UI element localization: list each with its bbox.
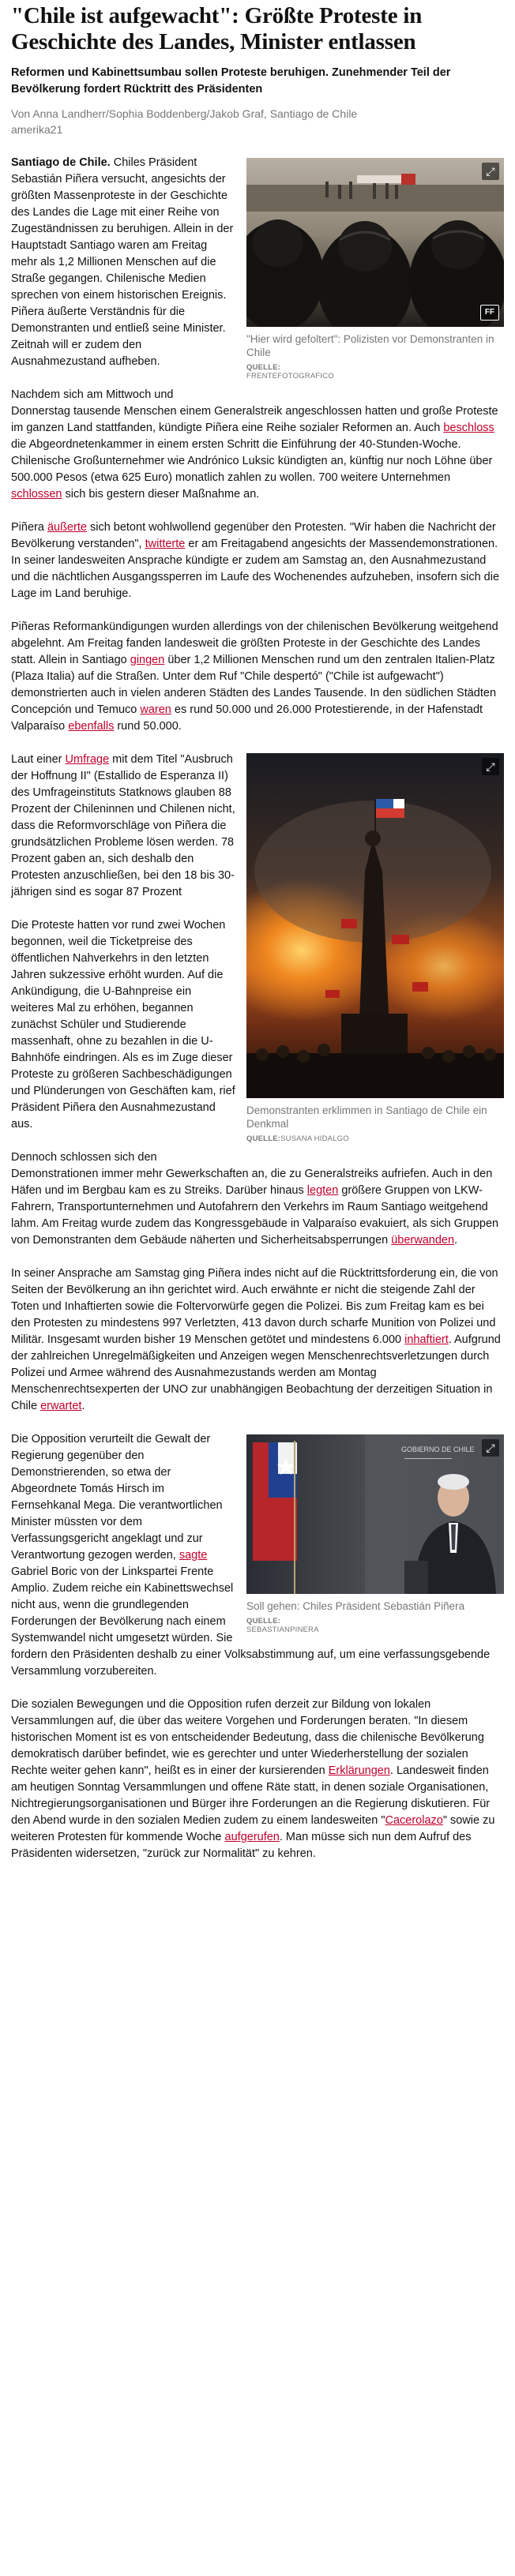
paragraph-text: Chiles Präsident Sebastián Piñera versucht, angesichts der größten Massenproteste in der Geschichte des Landes die Lage mit einer Reihe von Zugeständnissen zu beruhigen. Allein in der Hauptstadt Santiago waren am Freitag mehr als 1,2 Millionen Menschen auf die Straße gegangen. Chilenische Medien sprechen von einem historischen Ereignis. Piñera äußerte Verständnis für die Demonstranten und entließ seine Minister. Zeitnah will er zudem den Ausnahmezustand aufheben.: [11, 156, 234, 368]
paragraph-text: " sowie zu weiteren Protesten für kommende Woche: [11, 1814, 495, 1843]
figure-caption: Demonstranten erklimmen in Santiago de Chile ein Denkmal: [246, 1104, 487, 1130]
article-lead: Reformen und Kabinettsumbau sollen Proteste beruhigen. Zunehmender Teil der Bevölkerung fordert Rücktritt des Präsidenten: [11, 66, 451, 96]
paragraph-text: rund 50.000.: [114, 720, 182, 733]
paragraph-text: . Aufgrund der zahlreichen Unregelmäßigkeiten und Anzeigen wegen Menschenrechtsverletzungen durch Polizei und Armee während des Ausnahmezustands werden am Montag Menschenrechtsexperten der UNO zur unabhängigen Beobachtung der derzeitigen Situation in Chile: [11, 1333, 501, 1412]
figure-police: [246, 158, 504, 381]
byline-authors: Von Anna Landherr/Sophia Boddenberg/Jakob Graf, Santiago de Chile: [11, 107, 358, 120]
paragraph-text: Gabriel Boric von der Linkspartei Frente Amplio. Zudem reiche ein Kabinettswechsel nicht aus, wenn die grundlegenden Forderungen der Bevölkerung nach einem Systemwandel nicht umgesetzt würden. Sie fordern den Präsidenten deshalb zu einer Volksabstimmung auf, um eine verfassungsgebende Versammlung vorzubereiten.: [11, 1565, 491, 1678]
link-gingen[interactable]: gingen: [130, 654, 165, 666]
paragraph-text: .: [454, 1234, 458, 1247]
paragraph-text: über 1,2 Millionen Menschen rund um den zentralen Italien-Platz (Plaza Italia) auf die Straßen. Unter dem Ruf "Chile despertó" ("Chile ist aufgewacht") demonstrierten auch in vielen anderen Städten des Landes Tausende. In den südlichen Städten Concepción und Temuco: [11, 654, 497, 716]
source-label: QUELLE:: [246, 1134, 281, 1143]
paragraph-text: größere Gruppen von LKW-Fahrern, Transportunternehmen und Autofahrern den Verkehrs im Raum Santiago weitgehend lahm. Am Freitag wurde zudem das Kongressgebäude in Valparaíso evakuiert, als sich Gruppen von Demonstranten dem Gebäude näherten und Sicherheitsabsperrungen: [11, 1184, 499, 1247]
paragraph-text: . Landesweit finden am heutigen Sonntag Versammlungen und offene Räte statt, in denen soziale Organisationen, Nichtregierungsorganisationen und Bürger ihre Forderungen an die Regierung diskutieren. Für den Abend wurde in den sozialen Medien zudem zu einem landesweiten ": [11, 1764, 491, 1827]
banner-text: GOBIERNO DE CHILE: [401, 1445, 475, 1453]
paragraph-text: Piñera: [11, 521, 47, 534]
link-sagte[interactable]: sagte: [179, 1549, 208, 1562]
paragraph-text: mit dem Titel "Ausbruch der Hoffnung II" (Estallido de Esperanza II) des Umfrageinstituts Statknows glauben 88 Prozent der Chileninnen und Chilenen nicht, dass die Reformvorschläge von Piñera die grundsätzlichen Probleme lösen werden. 78 Prozent gaben an, sich deshalb den Protesten anzuschließen, bei den 18 bis 30-jährigen sind es sogar 87 Prozent: [11, 753, 235, 898]
source-name: SUSANA HIDALGO: [280, 1134, 349, 1143]
link-ebenfalls[interactable]: ebenfalls: [68, 720, 115, 733]
expand-icon[interactable]: ⤢: [482, 758, 499, 775]
figure-president: [246, 1434, 504, 1634]
paragraph-text: es rund 50.000 und 26.000 Protestierende, in der Hafenstadt Valparaíso: [11, 703, 483, 733]
link-erwartet[interactable]: erwartet: [40, 1400, 82, 1412]
paragraph: [11, 519, 504, 602]
expand-icon[interactable]: ⤢: [482, 163, 499, 180]
figure-source: [246, 1134, 504, 1143]
byline: [11, 106, 504, 137]
figure-source: [246, 1617, 504, 1634]
source-name: SEBASTIANPINERA: [246, 1625, 319, 1634]
paragraph-text: Die Proteste hatten vor rund zwei Wochen begonnen, weil die Ticketpreise des öffentlichen Nahverkehrs in den letzten Jahren sukzessive erhöht wurden. Auf die Ankündigung, die U-Bahnpreise ein weiteres Mal zu erhöhen, begannen zunächst Schüler und Studierende massenhaft, ohne zu bezahlen in die U-Bahnhöfe eindringen. Als es im Zuge dieser Proteste zu größeren Sachbeschädigungen und Plünderungen von Geschäften kam, rief Präsident Piñera den Ausnahmezustand aus.: [11, 919, 235, 1131]
link-umfrage[interactable]: Umfrage: [65, 753, 110, 766]
link-aufgerufen[interactable]: aufgerufen: [224, 1831, 280, 1843]
figure-caption: "Hier wird gefoltert": Polizisten vor Demonstranten in Chile: [246, 333, 494, 358]
paragraph-text: . Man müsse sich nun dem Aufruf des Präsidenten widersetzen, "zurück zur Normalität" zu kehren.: [11, 1831, 472, 1860]
paragraph: [11, 1266, 504, 1415]
paragraph-text: Die Opposition verurteilt die Gewalt der Regierung gegenüber den Demonstrierenden, so etwa der Abgeordnete Tomás Hirsch im Fernsehkanal Mega. Die verantwortlichen Minister müssten vor dem Verfassungsgericht angeklagt und zur Verantwortung gezogen werden,: [11, 1433, 223, 1562]
paragraph: [11, 1149, 504, 1249]
headline: "Chile ist aufgewacht": Größte Proteste in Geschichte des Landes, Minister entlassen: [11, 3, 423, 54]
photo-monument-graphic: [246, 753, 504, 1098]
paragraph-text: Die sozialen Bewegungen und die Opposition rufen derzeit zur Bildung von lokalen Versammlungen auf, die über das weitere Vorgehen und Forderungen beraten. "In diesem historischen Moment ist es von entscheidender Bedeutung, dass die chilenische Bevölkerung demokratisch darüber befindet, wie es gerechter und unter Wiederherstellung der sozialen Rechte weiter gehen kann", heißt es in einer der kursierenden: [11, 1698, 484, 1777]
expand-icon[interactable]: ⤢: [482, 1439, 499, 1457]
paragraph-text: Piñeras Reformankündigungen wurden allerdings von der chilenischen Bevölkerung weitgehend abgelehnt. Am Freitag fanden landesweit die größten Proteste in der Geschichte des Landes statt. Allein in Santiago: [11, 621, 498, 666]
article-body: [11, 155, 504, 1879]
link-ueberwanden[interactable]: überwanden: [391, 1234, 455, 1247]
paragraph-text: sich betont wohlwollend gegenüber den Protesten. "Wir haben die Nachricht der Bevölkerung verstanden",: [11, 521, 496, 550]
link-erklaerungen[interactable]: Erklärungen: [328, 1764, 390, 1777]
paragraph: [11, 1697, 504, 1862]
paragraph: [11, 387, 504, 503]
paragraph-text: Nachdem sich am Mittwoch und Donnerstag tausende Menschen einem Generalstreik angeschlossen hatten und große Proteste im ganzen Land stattfanden, kündigte Piñera eine Reihe sozialer Reformen an. Auch: [11, 388, 498, 434]
paragraph-text: Dennoch schlossen sich den Demonstrationen immer mehr Gewerkschaften an, die zu Generalstreiks aufriefen. Auch in den Häfen und im Bergbau kam es zu Streiks. Darüber hinaus: [11, 1151, 493, 1197]
link-beschloss[interactable]: beschloss: [443, 422, 494, 434]
paragraph-text: .: [81, 1400, 85, 1412]
paragraph-text: die Abgeordnetenkammer in einem ersten Schritt die Einführung der 40-Stunden-Woche. Chilenische Großunternehmer wie Andrónico Luksic kündigten an, künftig nur noch Löhne über 500.000 Pesos (etwa 625 Euro) monatlich zahlen zu wollen. 700 weitere Unternehmen: [11, 438, 493, 484]
link-twitterte[interactable]: twitterte: [145, 538, 186, 550]
paragraph-text: In seiner Ansprache am Samstag ging Piñera indes nicht auf die Rücktrittsforderung ein, die von Seiten der Bevölkerung an ihn gerichtet wird. Auch erwähnte er nicht die steigende Zahl der Toten und Inhaftierten sowie die Foltervorwürfe gegen die Polizei. Bis zum Freitag kam es bei den Protesten zu mindestens 997 Verletzten, 413 davon durch scharfe Munition von Polizei und Militär. Insgesamt wurden bisher 19 Menschen getötet und mindestens 6.000: [11, 1267, 498, 1346]
ff-watermark-badge: FF: [480, 305, 499, 321]
paragraph-text: Laut einer: [11, 753, 66, 766]
source-label: QUELLE:: [246, 363, 281, 372]
figure-monument: [246, 753, 504, 1143]
paragraph-text: er am Freitagabend angesichts der Massendemonstrationen. In seiner landesweiten Ansprache kündigte er zudem am Samstag an, den Ausnahmezustand und die nächtlichen Ausgangssperren im Laufe des Wochenendes aufzuheben, insofern sich die Lage im Land beruhige.: [11, 538, 500, 600]
link-inhaftiert[interactable]: inhaftiert: [404, 1333, 449, 1346]
link-aeusserte[interactable]: äußerte: [47, 521, 87, 534]
photo-monument[interactable]: [246, 753, 504, 1098]
figure-source: [246, 363, 504, 381]
photo-police-graphic: [246, 158, 504, 327]
link-schlossen[interactable]: schlossen: [11, 488, 62, 501]
link-cacerolazo[interactable]: Cacerolazo: [385, 1814, 443, 1827]
photo-police[interactable]: [246, 158, 504, 327]
paragraph: [11, 619, 504, 735]
link-waren[interactable]: waren: [140, 703, 171, 716]
dateline: Santiago de Chile.: [11, 156, 111, 169]
photo-president[interactable]: [246, 1434, 504, 1594]
figure-caption: Soll gehen: Chiles Präsident Sebastián Piñera: [246, 1600, 465, 1612]
byline-source: amerika21: [11, 123, 63, 136]
link-legten[interactable]: legten: [306, 1184, 339, 1197]
source-name: FRENTEFOTOGRAFICO: [246, 372, 334, 381]
paragraph-text: sich bis gestern dieser Maßnahme an.: [62, 488, 260, 501]
photo-president-graphic: [246, 1434, 504, 1594]
source-label: QUELLE:: [246, 1617, 281, 1625]
